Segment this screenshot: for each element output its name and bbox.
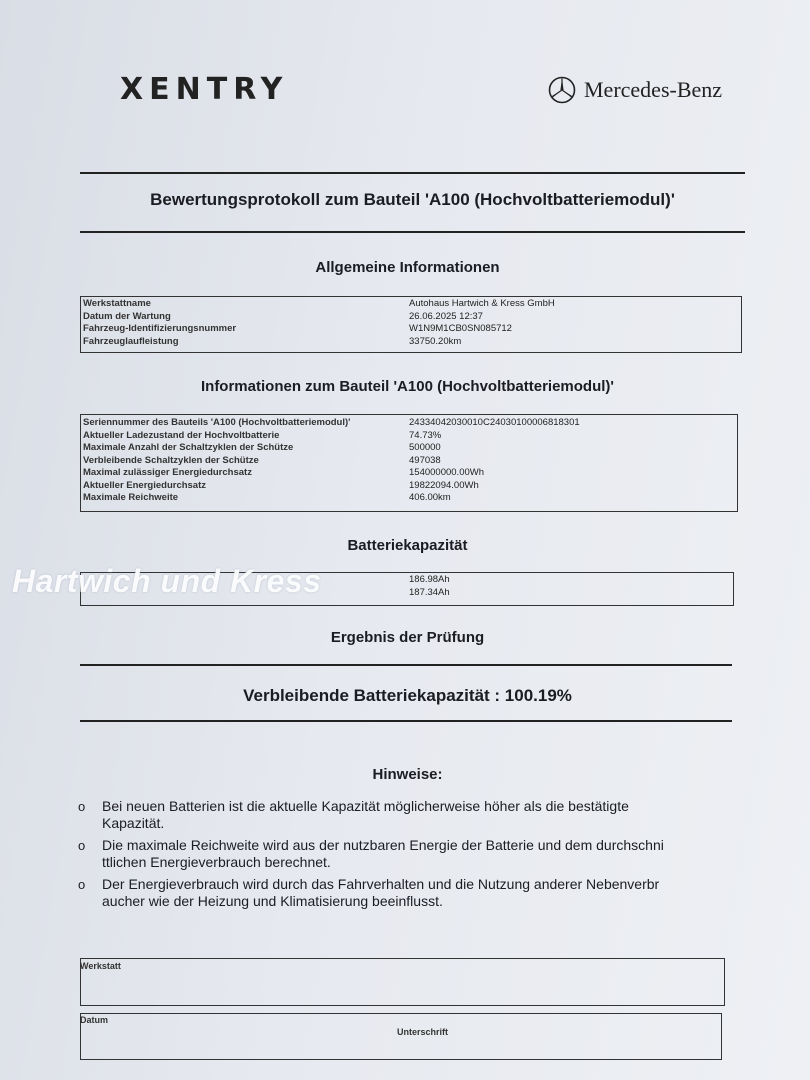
- divider: [80, 231, 745, 233]
- note-text: Kapazität.: [102, 815, 165, 831]
- row-value: 24334042030010C24030100006818301: [409, 417, 580, 428]
- note-text: ttlichen Energieverbrauch berechnet.: [102, 854, 331, 870]
- remaining-capacity-result: Verbleibende Batteriekapazität : 100.19%: [243, 686, 572, 705]
- row-value: 26.06.2025 12:37: [409, 310, 483, 322]
- row-label: Seriennummer des Bauteils 'A100 (Hochvoltbatteriemodul)': [83, 417, 351, 428]
- component-info-table: [80, 414, 738, 512]
- watermark: Hartwich und Kress: [12, 563, 322, 599]
- table-row: [81, 430, 737, 443]
- row-value: W1N9M1CB0SN085712: [409, 323, 512, 334]
- workshop-label: Werkstatt: [80, 961, 121, 971]
- table-row: [81, 417, 737, 430]
- bullet-icon: o: [78, 877, 86, 892]
- row-label: Aktueller Energiedurchsatz: [83, 479, 207, 491]
- divider: [80, 664, 732, 666]
- row-label: Maximale Reichweite: [83, 492, 179, 503]
- row-label: Fahrzeuglaufleistung: [83, 335, 179, 347]
- table-row: [81, 492, 737, 505]
- bullet-icon: o: [78, 799, 86, 814]
- table-row: [81, 467, 737, 480]
- mercedes-star-icon: [548, 76, 576, 104]
- general-info-table: [80, 296, 742, 353]
- table-row: [81, 480, 737, 493]
- document-title: Bewertungsprotokoll zum Bauteil 'A100 (Hochvoltbatteriemodul)': [150, 190, 675, 209]
- table-row: [81, 298, 741, 311]
- list-item: [78, 876, 718, 910]
- table-row: [81, 455, 737, 468]
- notes-heading: Hinweise:: [372, 766, 443, 783]
- signature-label: Unterschrift: [397, 1027, 449, 1037]
- result-heading: Ergebnis der Prüfung: [330, 629, 485, 646]
- xentry-logo: XENTRY: [120, 72, 289, 107]
- row-label: Werkstattname: [83, 298, 151, 309]
- table-row: [81, 311, 741, 324]
- row-value: 497038: [409, 454, 441, 466]
- table-row: [81, 323, 741, 336]
- component-info-heading: Informationen zum Bauteil 'A100 (Hochvoltbatteriemodul)': [200, 378, 614, 395]
- note-text: Der Energieverbrauch wird durch das Fahrverhalten und die Nutzung anderer Nebenverbr: [102, 876, 660, 892]
- list-item: [78, 837, 718, 871]
- row-label: Aktueller Ladezustand der Hochvoltbatterie: [83, 429, 280, 441]
- row-value: 500000: [409, 442, 441, 453]
- row-value: 74.73%: [409, 429, 442, 441]
- table-row: [81, 442, 737, 455]
- row-label: Maximale Anzahl der Schaltzyklen der Schütze: [83, 442, 294, 453]
- row-value: Autohaus Hartwich & Kress GmbH: [409, 298, 555, 309]
- general-info-heading: Allgemeine Informationen: [315, 259, 500, 276]
- row-value: 33750.20km: [409, 335, 462, 347]
- capacity-value: 186.98Ah: [409, 574, 450, 585]
- date-label: Datum: [80, 1015, 109, 1025]
- bullet-icon: o: [78, 838, 86, 853]
- mercedes-benz-logo: [548, 76, 722, 104]
- capacity-value: 187.34Ah: [409, 586, 450, 598]
- note-text: Bei neuen Batterien ist die aktuelle Kapazität möglicherweise höher als die bestätigte: [102, 798, 629, 814]
- row-value: 19822094.00Wh: [409, 479, 479, 491]
- note-text: aucher wie der Heizung und Klimatisierung beeinflusst.: [102, 893, 443, 909]
- list-item: [78, 798, 718, 832]
- row-label: Fahrzeug-Identifizierungsnummer: [83, 323, 237, 334]
- brand-name: Mercedes-Benz: [584, 77, 723, 102]
- row-label: Maximal zulässiger Energiedurchsatz: [83, 467, 252, 478]
- row-label: Datum der Wartung: [83, 310, 171, 322]
- note-text: Die maximale Reichweite wird aus der nutzbaren Energie der Batterie und dem durchschni: [102, 837, 664, 853]
- workshop-signature-box: [80, 958, 725, 1006]
- capacity-heading: Batteriekapazität: [347, 537, 468, 554]
- divider: [80, 720, 732, 722]
- row-value: 406.00km: [409, 492, 451, 503]
- row-label: Verbleibende Schaltzyklen der Schütze: [83, 454, 259, 466]
- divider: [80, 172, 745, 174]
- row-value: 154000000.00Wh: [409, 467, 485, 478]
- table-row: [81, 336, 741, 349]
